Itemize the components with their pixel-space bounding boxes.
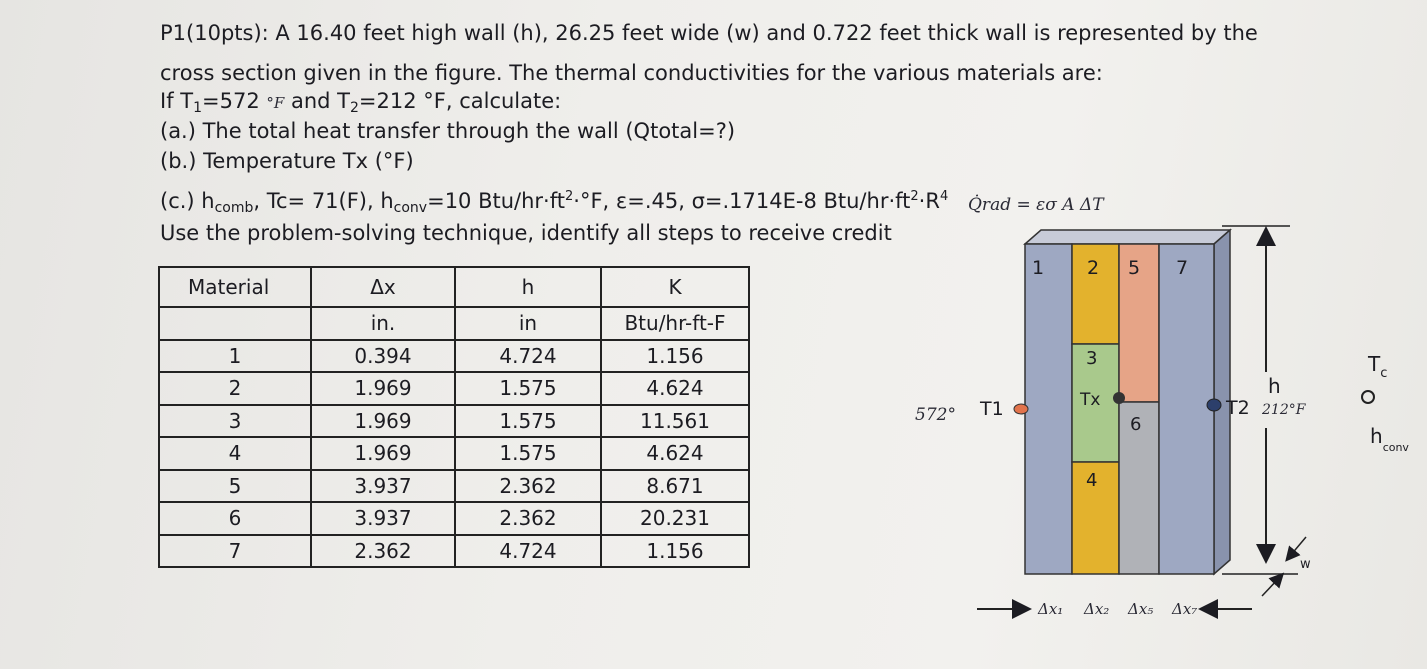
wall-top-face	[1025, 230, 1230, 244]
layer-label-1: 1	[1032, 257, 1045, 279]
cell-dx: 1.969	[311, 437, 455, 470]
cell-h: 2.362	[455, 502, 601, 535]
tx-label: Tx	[1080, 390, 1101, 410]
cell-h: 2.362	[455, 470, 601, 503]
layer-label-5: 5	[1128, 257, 1141, 279]
unit-k: Btu/hr-ft-F	[601, 307, 749, 340]
cell-material: 5	[159, 470, 311, 503]
t1-label: T1	[980, 398, 1004, 420]
cell-dx: 3.937	[311, 502, 455, 535]
cell-material: 4	[159, 437, 311, 470]
dx1-label: Δx₁	[1038, 600, 1064, 618]
cell-k: 4.624	[601, 372, 749, 405]
cell-k: 11.561	[601, 405, 749, 438]
hconv-label: $h_{conv}$	[1370, 424, 1409, 454]
cell-dx: 3.937	[311, 470, 455, 503]
t1-marker	[1014, 404, 1028, 414]
h-dimension-label: h	[1268, 374, 1281, 398]
layer-label-3: 3	[1086, 348, 1098, 369]
cell-k: 8.671	[601, 470, 749, 503]
cell-material: 7	[159, 535, 311, 568]
cell-dx: 1.969	[311, 372, 455, 405]
layer-1	[1025, 244, 1072, 574]
cell-k: 1.156	[601, 340, 749, 373]
unit-h: in	[455, 307, 601, 340]
tc-marker	[1362, 391, 1374, 403]
header-h: h	[455, 267, 601, 307]
problem-line-1: P1(10pts): A 16.40 feet high wall (h), 26.25 feet wide (w) and 0.722 feet thick wall is represented by the	[160, 21, 1258, 45]
cell-h: 4.724	[455, 535, 601, 568]
unit-dx: in.	[311, 307, 455, 340]
header-material: Material	[159, 267, 311, 307]
cell-h: 1.575	[455, 372, 601, 405]
part-a: (a.) The total heat transfer through the wall (Qtotal=?)	[160, 119, 736, 143]
cell-material: 6	[159, 502, 311, 535]
cell-dx: 0.394	[311, 340, 455, 373]
cell-h: 4.724	[455, 340, 601, 373]
t2-marker	[1207, 399, 1221, 411]
w-arrow-bottom	[1262, 578, 1279, 596]
cell-dx: 2.362	[311, 535, 455, 568]
cell-k: 1.156	[601, 535, 749, 568]
dx2-label: Δx₂	[1084, 600, 1110, 618]
header-k: K	[601, 267, 749, 307]
tx-marker	[1113, 392, 1125, 404]
w-arrow-top	[1290, 537, 1306, 556]
header-dx: Δx	[311, 267, 455, 307]
cell-h: 1.575	[455, 437, 601, 470]
cell-material: 1	[159, 340, 311, 373]
part-c: (c.) $h_{comb}$, Tc= 71(F), $h_{conv}=10$ Btu/$hr\cdot ft^2\cdot^\circ F$, ε=.45, σ=.1714E-8 Btu/$hr\cdot ft^2\cdot R^4$	[160, 189, 949, 216]
problem-line-2: cross section given in the figure. The thermal conductivities for the various materials are:	[160, 61, 1103, 85]
cell-k: 4.624	[601, 437, 749, 470]
cell-dx: 1.969	[311, 405, 455, 438]
layer-label-7: 7	[1176, 257, 1189, 279]
cell-material: 2	[159, 372, 311, 405]
layer-label-2: 2	[1087, 257, 1100, 279]
w-dimension-label: w	[1300, 557, 1311, 572]
layer-7	[1159, 244, 1214, 574]
layer-label-4: 4	[1086, 470, 1098, 491]
tc-label: $T_c$	[1368, 352, 1388, 381]
t2-handwritten-value: 212°F	[1262, 402, 1306, 418]
t2-label: T2	[1226, 397, 1250, 419]
t1-handwritten-value: 572°	[915, 405, 956, 425]
part-b: (b.) Temperature Tx (°F)	[160, 149, 414, 173]
dx7-label: Δx₇	[1172, 600, 1198, 618]
cell-h: 1.575	[455, 405, 601, 438]
cell-material: 3	[159, 405, 311, 438]
problem-line-3: If $T_1=572$ °F and $T_2=212$ °F, calculate:	[160, 89, 562, 116]
instruction-line: Use the problem-solving technique, identify all steps to receive credit	[160, 221, 892, 245]
cell-k: 20.231	[601, 502, 749, 535]
dx5-label: Δx₅	[1128, 600, 1154, 618]
layer-label-6: 6	[1130, 414, 1142, 435]
handwritten-radiation-formula: Q̇rad = εσ A ΔT	[968, 195, 1104, 215]
